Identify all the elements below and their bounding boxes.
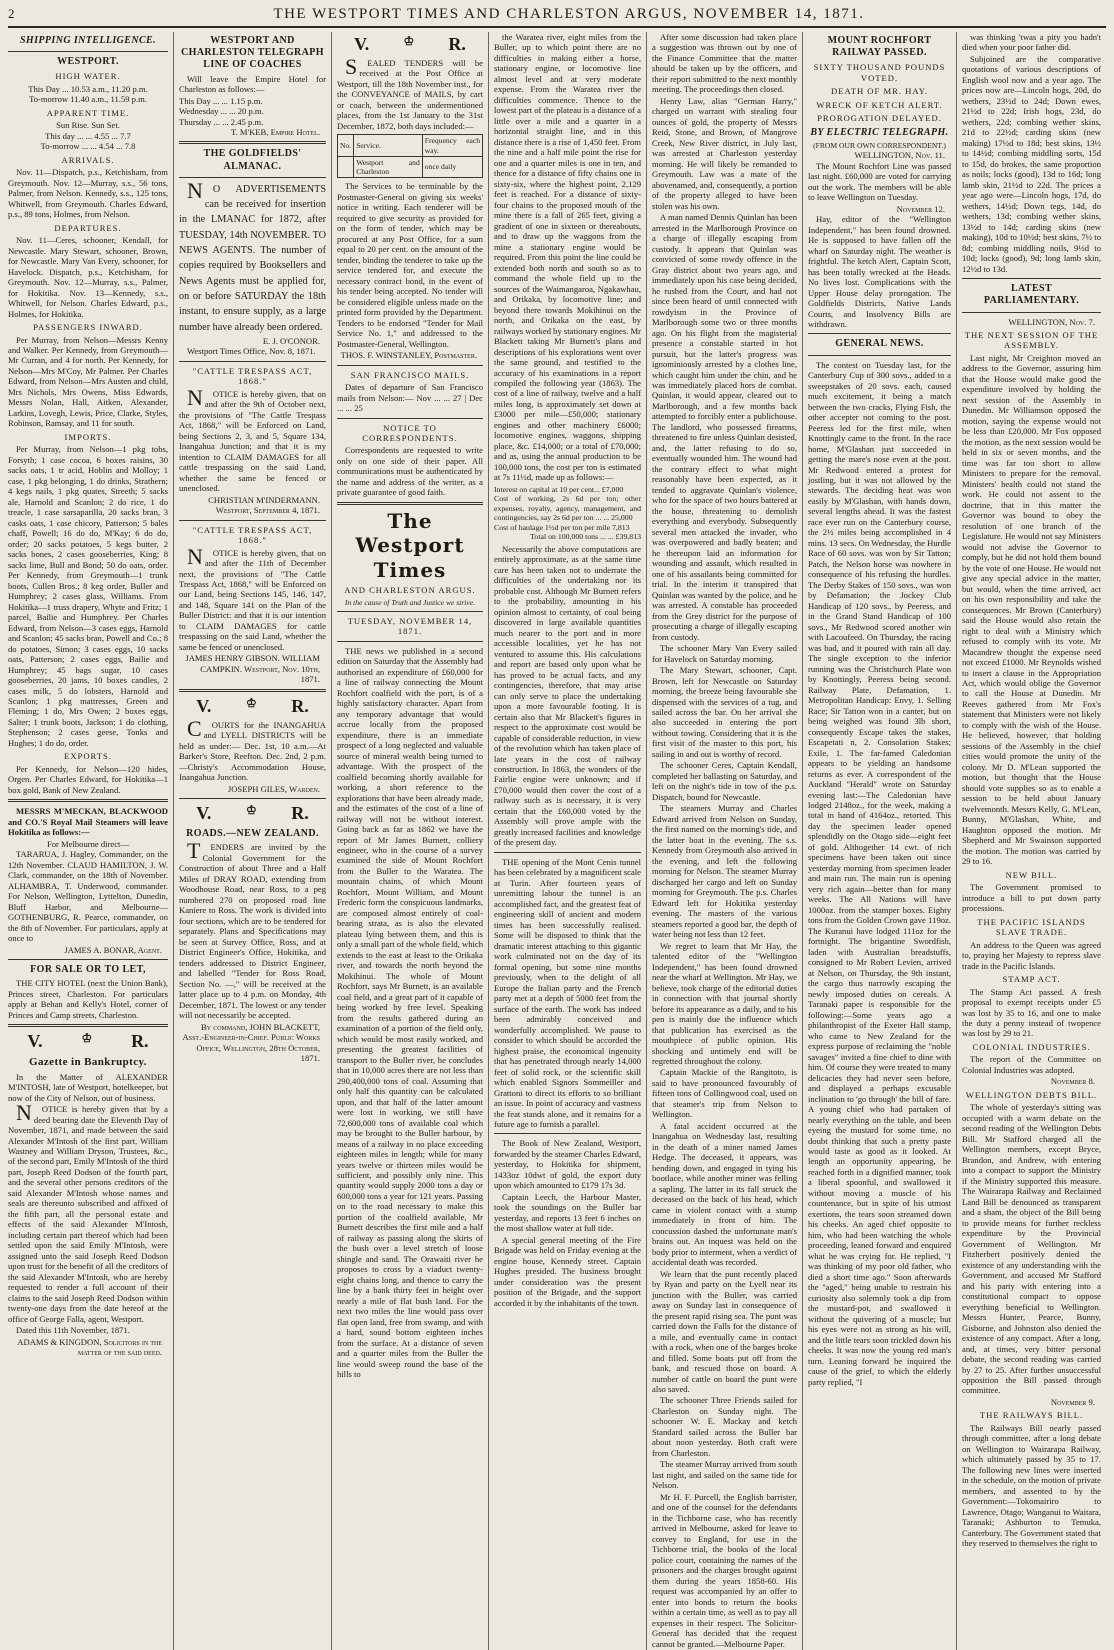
column-6: [802, 32, 956, 1650]
parliamentary-subheading: THE NEXT SESSION OF THE ASSEMBLY.: [964, 330, 1099, 351]
news-item: A fatal accident occurred at the Inangahua on Wednesday last, resulting in the death of a miner named James Hedge. The deceased, it appears, was bending down, and engaged in tying his bootlace, while another miner was felling a sapling. The latter in its fall struck the deceased on the back of his head, which came in violent contact with a stump immediately in front of him. The concussion dashed the unfortunate man's brains out. An inquest was held on the body prior to interment, when a verdict of accidental death was recorded.: [652, 1120, 797, 1268]
mckeckan-subheading: For Melbourne direct—: [46, 838, 130, 849]
parliamentary-subheading: STAMP ACT.: [1002, 974, 1061, 985]
telegraph-heading: DEATH OF MR. HAY.: [831, 86, 928, 97]
table-cell: [338, 156, 354, 178]
column-7: [956, 32, 1106, 1650]
table-cell: once daily: [422, 156, 482, 178]
column-3: [331, 32, 488, 1650]
royal-cipher: [337, 34, 483, 56]
crown-icon: ♔: [245, 803, 257, 818]
cattle-notice: NOTICE is hereby given, that on and after the 11th of December next, the provisions of "The Cattle Trespass Act, 1868," will be Enforced on our Land, being Sections 145, 146, 147, and 148, Square 141 on the Plan of the Buller District: and that it is our intention to CLAIM DAMAGES for cattle trespassing on the said Land, whether the same be fenced or unenclosed.: [179, 543, 326, 652]
cattle-notice: NOTICE is hereby given, that on and after the 9th of October next, the provisions of "The Cattle Trespass Act, 1868," will be Enforced on Land, being Sections 2, 3, and 5, Square 134, Inangahua Junction; and that it is my intention to CLAIM DAMAGES for all cattle trespassing on the said Land, whether the same be fenced or unenclosed.: [179, 384, 326, 494]
mont-cenis-article: THE opening of the Mont Cenis tunnel has been celebrated by a magnificent scale at Turin. After fourteen years of unremitting labour the tunnel is an accomplished fact, and the greatest feat of engineering skill of ancient and modern times has been successfully realised. Some will be disposed to think that the dramatic interest attaching to this gigantic work culminated not on the day of its formal opening, but some nine months previously, when to the delight of all Europe the Italian party and the French party met at a depth of 5000 feet from the surface of the earth. The work has indeed been admirably conceived and wonderfully accomplished. We pause to consider to which should be accorded the highest praise, the economical ingenuity that has penetrated through nearly 14,000 feet of solid rock, or the scientific skill which enabled Signors Sommeiller and Grattoni to direct its efforts to so brilliant an issue. In point of accuracy and vastness the feat stands alone, and it remains for a future age to furnish a parallel.: [494, 856, 641, 1129]
departures-heading: DEPARTURES.: [54, 222, 122, 233]
mail-signature: THOS. F. WINSTANLEY, Postmaster.: [340, 350, 477, 361]
news-item: After some discussion had taken place a suggestion was thrown out by one of the Finance Committee that the matter should be taken up by the officers, and their report submitted to the next monthly meeting. The proceedings then closed.: [652, 32, 797, 95]
coach-time: Wednesday ... ... 20 p.m.: [179, 106, 264, 117]
high-water-line: To-morrow 11.40 a.m., 11.59 p.m.: [29, 94, 147, 105]
cipher-letter: R.: [291, 695, 309, 716]
coach-signature: T. M'KEB, Empire Hotel.: [231, 126, 320, 137]
parliamentary-text: The Stamp Act passed. A fresh proposal to exempt receipts under £5 was lost by 35 to 16, and one to make the duty a penny instead of twopence was lost by 29 to 21.: [962, 986, 1101, 1039]
sun-line: This day ... ... 4.55 ... 7.7: [45, 130, 131, 141]
gazette-heading: Gazette in Bankruptcy.: [29, 1056, 147, 1069]
roads-heading: ROADS.—NEW ZEALAND.: [186, 828, 319, 840]
high-water-heading: HIGH WATER.: [55, 71, 121, 82]
news-item: We regret to learn that Mr Hay, the talented editor of the "Wellington Independent," has been found drowned near the wharf at Wellington. Mr Hay, we believe, took charge of the editorial duties in connection with that journal shortly before its appearance as a daily, and to his pen is mainly due the influence which that publication has exercised as the mouthpiece of public opinion. His shocking and untimely end will be regretted throughout the colony.: [652, 940, 797, 1066]
almanac-notice: NO ADVERTISEMENTS can be received for insertion in the LMANAC for 1872, after TUESDAY, 14th NOVEMBER. TO NEWS AGENTS. The number of copies required by Booksellers and News Agents must be applied for, on or before SATURDAY the 18th instant, to ensure supply, as a large number have already been ordered.: [179, 177, 326, 333]
sf-mails-heading: SAN FRANCISCO MAILS.: [350, 369, 470, 380]
forsale-heading: FOR SALE OR TO LET,: [30, 964, 146, 976]
parliamentary-subheading: THE PACIFIC ISLANDS SLAVE TRADE.: [977, 916, 1086, 938]
cipher-letter: V.: [354, 34, 370, 54]
parliamentary-text: The Railways Bill nearly passed through committee, after a long debate on Wellington to Wairarapa Railway, which ultimately passed by 35 to 17. The following new lines were inserted in the schedule, on the motion of private members, and assented to by the Government:—Tokomairiro to Lawrence, Otago; Wanganui to Waitara, Taranaki; Ashburton to Temuka, Canterbury. The Government stated that they reserved to themselves the right to: [962, 1422, 1101, 1549]
telegraph-heading: BY ELECTRIC TELEGRAPH.: [810, 126, 949, 138]
cipher-letter: V.: [27, 1031, 43, 1052]
apparent-time-heading: APPARENT TIME.: [46, 107, 130, 118]
cost-line: Interest on capital at 10 per cent... £7,000: [494, 484, 624, 494]
parliamentary-dateline: November 8.: [1050, 1076, 1095, 1087]
table-header: Frequency each way.: [422, 135, 482, 157]
news-item: The steamer Murray arrived from south last night, and sailed on the same tide for Nelson.: [652, 1459, 797, 1491]
cattle-heading: "CATTLE TRESPASS ACT, 1868.": [192, 365, 313, 387]
coach-heading: WESTPORT AND CHARLESTON TELEGRAPH LINE OF COACHES: [181, 35, 324, 71]
mckeckan-heading: MESSRS M'MECKAN, BLACKWOOD and CO.'S Royal Mail Steamers will leave Hokitika as follows:—: [8, 806, 168, 838]
table-header: Service.: [354, 135, 423, 157]
news-item: A special general meeting of the Fire Brigade was held on Friday evening at the engine house, Kennedy street. Captain Hughes presided. The business brought under consideration was the present position of the Brigade, and the support accorded it by the inhabitants of the town.: [494, 1234, 641, 1308]
passengers-heading: PASSENGERS INWARD.: [33, 322, 143, 333]
departures-text: Nov. 11—Ceres, schooner, Kendall, for Newcastle. Mary Stewart, schooner, Brown, for Newcastle. Mary Van Every, schooner, for Havelock. Dispatch, p.s., Ketchisham, for Greymouth. Nov. 12—Murray, s.s., Palmer, for Hokitika. Nov. 13—Kennedy, s.s., Whitwell, for Nelson. Charles Edward, p.s., Holmes, for Hokitika.: [8, 235, 168, 319]
sf-mails-text: Dates of departure of San Francisco mails from Nelson:— Nov ... ... 27 | Dec ... ... 25: [337, 382, 483, 414]
mckeckan-text: TARARUA, J. Hagley, Commander, on the 12th November. CLAUD HAMILTON, J. W. Clark, commander, on the 18th of November. ALHAMBRA, T. Underwood, commander. For Nelson, Wellington, Lyttelton, Dunedin, Bluff Harbor, and Melbourne— GOTHENBURG, R. Pearce, commander, on the 8th of November. For particulars, apply at once to: [8, 849, 168, 944]
imports-heading: IMPORTS.: [64, 431, 112, 442]
general-news-text: The contest on Tuesday last, for the Canterbury Cup of 300 sovs., added to a sweepstakes of 20 sovs. each, caused much excitement, it being a match between the two cracks, Flying Fish, the other accepter not coming to the post. Peeress led for the first mile, when Knottingly came to the front. In the race home, M'Glashan just succeeded in getting the mare's nose even at the post. Mr Redwood entered a protest for jostling, but it was not allowed by the stewards. The deciding heat was won easily by M'Glashan, with hands down, several lengths ahead. It was the fastest race ever run on the Canterbury course, the 2½ miles being accomplished in 4 mins. 13 secs. On Wednesday, the Hurdle Race of 60 sovs. was won by Sir Tatton; Patch, the Nelson horse was nowhere in consequence of his refusing the hurdles. The Derby Stakes of 150 sovs., was won by Defamation; the Jockey Club Handicap of 120 sovs., by Peeress, and in the Grand Stand Handicap of 100 sovs., Mr Redwood scored another win with Lacoufeed. On Thursday, the racing was bad, and it poured with rain all day. The single exception to the inferior running was the Christchurch Plate won by Knottingly, Peeress being second. Railway Plate, Defamation, 1. Metropolitan Handicap: Envy, 1. Selling Race; Sir Tatton won in a canter, but on being weighed was found 3lb short, consequently Escape takes the stakes, Escapetati n, 2. Consolation Stakes; Exile, 1. The far-famed Caledonian appears to be yielding an handsome returns as ever. A correspondent of the Auckland "Herald" wrote on Saturday evening last:—The Caledonian have lodged 2148oz., for the week, making a total in hand of 4164oz., retorted. This day the specimen leader opened splendidly on the Otago side—eight feet of gold. Althogether 14 cwt. of rich specimens have been taken out since yesterday morning from specimen leader and main run. The main run is opening very rich again—better than for many weeks. The All Nations will have 1000oz. from the stamper boxes. Eighty tons from the Golden Crown gave 119oz. The Kuranui have lodged 111oz for the fortnight. The brigantine Swordfish, laden with Australian breadstuffs, consigned to Mr Robert Levien, arrived at Nelson, on Thursday, the 9th instant, the cargo thus narrowly escaping the newly imposed duties on cereals. A Taranaki paper is responsible for the following:—Some years ago a philanthropist of the Exeter Hall stamp, who came to New Zealand for the express purpose of reclaiming the "noble savages" invited a fine chief to dine with him. Of course they were treated to many delicacies they had never seen before, and displayed a perhaps excusable inclination to 'go through' the bill of fare. A young chief who had partaken of nearly everything on the table, and been eyeing the mustard for some time, no doubt thinking that such a pretty paste would taste as good as it looked. At length an opportunity appearing, he reached forth in a dignified manner, took a liberal spoonful, and swallowed it without moving a muscle of his countenance, but in spite of his utmost exertions, the tears soon streamed down his cheeks. An aged chief opposite to him, who had been watching the whole proceeding, leaned forward and enquired what he was crying for. He replied, "I was thinking of my poor old father, who died a short time ago." Soon afterwards the "aged," being unable to restrain his curiosity also solemnly took a dip from the mustard-pot, and swallowed it without the quivering of a muscle; but his eyes were not as strong as his will, and the little tears soon trickled down his cheeks. It was now the young red man's turn. Leaning forward he inquired the cause of the grief, to which the elderly party replied, "I: [808, 359, 951, 1387]
cipher-letter: R.: [448, 34, 466, 54]
correspondents-text: Correspondents are requested to write only on one side of their paper. All communications must be authenticated by the name and address of the writer, as a private guarantee of good faith.: [337, 445, 483, 498]
almanac-date: Westport Times Office, Nov. 8, 1871.: [187, 346, 316, 357]
newspaper-title: THE WESTPORT TIMES AND CHARLESTON ARGUS, NOVEMBER 14, 1871.: [273, 6, 865, 22]
arrivals-text: Nov. 11—Dispatch, p.s., Ketchisham, from Greymouth. Nov. 12—Murray, s.s., 56 tons, Palmer, from Nelson. Kennedy, s.s., 125 tons, Whitwell, from Greymouth. Charles Edward, p.s., 89 tons, Holmes, from Nelson.: [8, 167, 168, 220]
exports-heading: EXPORTS.: [64, 751, 112, 762]
parliamentary-text: An address to the Queen was agreed to, praying her Majesty to repress slave trade in the Pacific Islands.: [962, 939, 1101, 971]
paper-nameplate: The Westport Times: [355, 508, 465, 582]
telegraph-heading: PROROGATION DELAYED.: [817, 113, 942, 124]
cipher-letter: R.: [291, 803, 309, 824]
exports-text: Per Kennedy, for Nelson—120 hides, Orgen. Per Charles Edward, for Hokitika—1 box gold, Bank of New Zealand.: [8, 763, 168, 795]
table-cell: Westport and Charleston: [354, 156, 423, 178]
mail-conditions: The Services to be terminable by the Postmaster-General on giving six weeks' notice in writing. Each tenderer will be required to give security as provided for on the form of tender, which may be procured at any Post Office, for a sum equal to 20 per cent. on the amount of the tender, binding the tenderer to take up the service tendered for, and execute the necessary contract bond, in the event of his tender being accepted. No tender will be considered eligible unless made on the printed form provided by the Department. Tenders to be endorsed "Tender for Mail Service No. 1," and addressed to the Postmaster-General, Wellington.: [337, 181, 483, 349]
telegraph-source: (FROM OUR OWN CORRESPONDENT.): [813, 140, 946, 150]
coach-time: Thursday ... ... 2.45 p.m.: [179, 116, 264, 127]
columns: [8, 32, 1106, 1649]
bonar-signature: JAMES A. BONAR, Agent.: [64, 944, 162, 955]
correspondents-heading: NOTICE TO CORRESPONDENTS.: [362, 422, 458, 443]
roads-notice: TENDERS are invited by the Colonial Government for the Construction of about Three and a Half Miles of DRAY ROAD, extending from Woodhouse Road, near Ross, to a peg numbered 270 on proposed road line Kaniere to Ross. The work is divided into four sections, which are to be tendered for separately. Plans and Specifications may be seen at Survey Office, Ross, and at District Engineer's Office, Hokitika, and tenders addressed to District Engineer, and labelled "Tender for Ross Road, Section No. —," will be received at the latter place up to 4 p.m. on Monday, 4th December, 1871. The lowest or any tender will not necessarily be accepted.: [179, 838, 326, 1021]
parliamentary-subheading: WELLINGTON DEBTS BILL.: [965, 1089, 1098, 1100]
telegraph-heading: WRECK OF KETCH ALERT.: [816, 99, 943, 110]
cipher-letter: R.: [131, 1031, 149, 1052]
cattle-heading: "CATTLE TRESPASS ACT, 1868.": [192, 524, 313, 546]
leader-continued: the Waratea river, eight miles from the Buller, up to which point there are no difficulties in making either a horse, stationary engine, or locomotive line almost level and at very moderate expense. From the Waratea river the difficulties commence. Thence to the lowest part of the plateau is a distance of a little over a mile and a quarter in a horizontal straight line, and in this distance there is a rise of 1,450 feet. From the nine and a half mile point the rise for one and a quarter miles is one in ten, and thence for a distance of fifty chains one in sixty-six, where the highest point, 2,129 feet is reached. For a distance of sixty-four chains to the proposed mouth of the mine there is a fall of 265 feet, giving a gradient of one in sixteen or thereabouts, and to draw up the waggons from the mine a stationary engine would be required. From this point the line could be extended both north and south so as to command the whole field up to the sources of the Waimangaroa, Ngakawhau, and Orikaka, by locomotive line; and beyond there towards Mokihinui on the north, and Orikaka on the east, by railways worked by stationary engines. Mr Blackett taking Mr Burnett's plans and descriptions of his explorations went over the same ground, and testified to the accuracy of his examinations in a report compiled the following year (1863). The cost of a line of railway, twelve and a half miles long, is approximately set down at £3000 per mile—£50,000; stationary engines and other machinery £6000; locomotive engines, waggons, shipping place, &c. £14,000; or a total of £70,000; and as, using the annual production to be 100,000 tons, the cost per ton is estimated at 7s 11½d, made up as follows:—: [494, 32, 642, 483]
cipher-letter: V.: [196, 803, 212, 824]
news-item: Captain Leech, the Harbour Master, took the soundings on the Buller bar yesterday, and reports 13 feet 6 inches on the most shallow water at full tide.: [494, 1191, 641, 1234]
royal-cipher: [179, 803, 326, 825]
bankruptcy-notice: NOTICE is hereby given that by a deed bearing date the Eleventh Day of November, 1871, and made between the said Alexander M'Intosh of the first part, William Wastney and William Dryson, Trustees, &c., of the second part, Emily M'Intosh of the third part, Joseph Reed Dodson of the fourth part, and the several other persons creditors of the said Alexander M'Intosh whose names and seals are thereunto subscribed and affixed of the fifth part, all the personal estate and effects of the said Alexander M'Intosh, including certain part thereof which had been settled upon the said Emily M'Intosh, were assigned unto the said Joseph Reed Dodson upon trust for the benefit of all the creditors of the said Alexander M'Intosh, who are hereby requested to render a full account of their claims to the said Joseph Reed Dodson within twenty-one days from the date hereof at the office of George Falla, agent, Westport.: [8, 1100, 168, 1324]
wool-prices: Subjoined are the comparative quotations of various descriptions of English wool now and a year ago. The prices now are—Lincoln hogs, 20d, do wethers, 23½d to 24d; Down ewes, 21½d to 22d; Irish hogs, 23d, do wethers, 22d; combing wether skins, 21d to 22½d; carding skins (new making) 17½d to 18d; best skins, 13½ to 14½d; combing middling sorts, 15d to 15d, do brokes, the same proportion as noils; locks (good), 13d to 16d; long lamb skin, 21½d to 22d. The prices a year ago were—Lincoln hogs, 17d, do wethers, 14½d; Down tegs, 14d, do wethers, 13d; combing wether skins, 13½d to 14d; carding skins (new making), 10d to 10½d; best skins, 7½ to 8d; combing middling noils, 9½d to 10d; locks (good), 9d; long lamb skin, 12½d to 13d.: [962, 53, 1101, 274]
news-item: A man named Dennis Quinlan has been arrested in the Marlborough Province on a charge of illegally escaping from custody. It appears that Quinlan was convicted of some rowdy offence in the Gray district about two years ago, and immediately upon his case being decided, he rushed from the Court, and had not since been heard of until connected with rowdyism in the Province of Marlborough some two or three months ago. On his flight from the magisterial presence a constable started in hot pursuit, but the latter's progress was ignominiously arrested by a clothes line, which caught him under the chin, and he was immediately placed hors de combat. Quinlan, it would appear, cleared out to Marlborough, and a few months back attempted to forcibly enter a publichouse. The landlord, who possessed firearms, threatened to fire unless Quinlan desisted, and, the latter refusing to do so, eventually wounded him. The wound had the contrary effect to what might reasonably have been expected, as it tended to aggravate Quinlan's violence, who for the space of two hours battered at the house, threatening to demolish everything and everybody. Subsequently several men attacked the invader, who was overpowered and badly beaten; and he thereupon laid an information for wounding and assault, which resulted in one of his assailants being committed for trial. In the interim it transpired that Quinlan was wanted by the police, and he was arrested. A constable has proceeded from the Grey district for the purpose of prosecuting a charge of illegally escaping from custody.: [652, 212, 797, 642]
cost-table: [494, 485, 641, 542]
forsale-text: THE CITY HOTEL (next the Union Bank), Princes street, Charleston. For particulars apply at Behan and Kelly's Hotel, corner of Princes and Camp streets, Charleston.: [8, 978, 168, 1020]
cost-total: Total on 100,000 tons ... ... £39,813: [530, 532, 641, 542]
news-item: Mr H. F. Purcell, the English barrister, and one of the counsel for the defendants in the Tichborne case, who has recently arrived in Melbourne, asked for leave to convey to England, for use in the Tichborne trial, the books of the local police court, containing the names of the prisoners and the charges brought against them during the years 1858-60. His request was accompanied by an offer to enter into bonds to return the books within a certain time, as well as to pay all expenses in their respect. The Solicitor-General has decided that the request cannot be granted.—Melbourne Paper.: [652, 1491, 797, 1649]
cattle-signature: CHRISTIAN M'INDERMANN. Westport, September 4, 1871.: [208, 494, 320, 516]
parliamentary-subheading: THE RAILWAYS BILL.: [979, 1410, 1084, 1421]
parliamentary-text: The Government promised to introduce a bill to put down party processions.: [962, 882, 1101, 914]
paper-subtitle: AND CHARLESTON ARGUS.: [344, 585, 476, 596]
cost-line: Cost of haulage 1½d per ton per mile 7,813: [494, 522, 630, 532]
roads-signature: By command, JOHN BLACKETT, Asst.-Engineer-in-Chief. Public Works Office, Wellington, 28th October, 1871.: [182, 1021, 320, 1063]
news-item: was thinking 'twas a pity you hadn't died when your poor father did.: [962, 32, 1101, 53]
column-4: [488, 32, 646, 1650]
column-1: [8, 32, 173, 1650]
news-item: Captain Mackie of the Rangitoto, is said to have pronounced favourably of fifteen tons of Collingwood coal, used on that steamer's trip from Nelson to Wellington.: [652, 1067, 797, 1120]
bankruptcy-signature: ADAMS & KINGDON, Solicitors in the matter of the said deed.: [17, 1336, 162, 1358]
telegraph-text: Hay, editor of the "Wellington Independent," has been found drowned. He is supposed to have fallen off the wharf on Saturday night. The weather is frightful. The ketch Alert, Captain Scott, has been totally wrecked at the Heads. No lives lost. Complications with the Upper House delay prorogation. The Goldfields Districts, Native Lands Courts, and Insolvency Bills are withdrawn.: [808, 214, 951, 329]
bankruptcy-intro: In the Matter of ALEXANDER M'INTOSH, late of Westport, hotelkeeper, but now of the City of Nelson, out of business.: [8, 1071, 168, 1103]
sun-heading: Sun Rise. Sun Set.: [56, 120, 120, 131]
news-item: Henry Law, alias "German Harry," charged on warrant with stealing four ounces of gold, the property of Messrs Reid, Stone, and Brown, of Mangrove Creek, New River district, in July last, was arrested at Charleston yesterday morning. He will likely be remanded to Greymouth. Law was a mate of the abovenamed, and, consequently, a portion of the property alleged to have been stolen was his own.: [652, 95, 797, 211]
telegraph-text: The Mount Rochfort Line was passed last night. £60,000 are voted for carrying out the work. The members will be able to leave Wellington on Tuesday.: [808, 160, 951, 203]
news-item: The schooner Three Friends sailed for Charleston on Sunday night. The schooner W. E. Mackay and ketch Standard sailed across the Buller bar about noon yesterday. Both craft were from Charleston.: [652, 1395, 797, 1458]
parliamentary-text: The report of the Committee on Colonial Industries was adopted.: [962, 1054, 1101, 1075]
parliamentary-subheading: NEW BILL.: [1005, 869, 1058, 880]
coach-time: This Day ... ... 1.15 p.m.: [179, 95, 263, 106]
masthead: [8, 6, 1106, 28]
courts-notice: COURTS for the INANGAHUA and LYELL DISTRICTS will be held as under:— Dec. 1st, 10 a.m.—At Barker's Store, Reefton. Dec. 2nd, 2 p.m.—Christy's Accommodation House, Inangahua Junction.: [179, 715, 326, 783]
column-5: [646, 32, 802, 1650]
telegraph-dateline: November 12.: [896, 203, 945, 214]
page-number: 2: [8, 6, 15, 21]
passengers-text: Per Murray, from Nelson—Messrs Kenny and Walker. Per Kennedy, from Greymouth—Mr Curran, and 4 for north. Per Kennedy, for Nelson—Mrs M'Coy, Mr Palmer. Per Charles Edward, from Nelson—Mrs Austen and child, Mrs Nichols, Mrs Owens, Miss Edwards, Messrs Nolan, Hall, Aitken, Alexander, Larkins, Lovegh, Lewis, Price, Clarke, Styles, Robinson, Ramsay, and 11 for south.: [8, 334, 168, 429]
sun-line: To-morrow ... ... 4.54 ... 7.8: [40, 141, 136, 152]
shipping-heading: SHIPPING INTELLIGENCE.: [19, 35, 157, 46]
high-water-line: This Day ... 10.53 a.m., 11.20 p.m.: [28, 83, 148, 94]
general-news-heading: GENERAL NEWS.: [835, 338, 924, 350]
news-item: The Book of New Zealand, Westport, forwarded by the steamer Charles Edward, yesterday, to Hokitika for shipment, 1433oz 10dwt of gold, the export duty upon which amounted to £179 17s 3d.: [494, 1138, 641, 1191]
issue-date: TUESDAY, NOVEMBER 14, 1871.: [347, 615, 473, 637]
crown-icon: ♔: [245, 695, 257, 710]
mail-tenders: SEALED TENDERS will be received at the Post Office at Westport, till the 18th November inst., for the CONVEYANCE of MAILS, by cart or coach, between the undermentioned places, from the 1st January to the 31st December, 1872, both days included:—: [337, 53, 483, 131]
leader-continued: Necessarily the above computations are entirely approximate, as at the same time care has been taken not to underrate the difficulties of the undertaking nor its probable cost. Although Mr Burnett refers to the probability, amounting in his opinion almost to certainty, of coal being discovered in large available quantities much nearer to the port and in more accessible localities, yet he has not ventured to assume this. His calculations and report are based only upon what he has proved to be actual facts, and any contingencies, therefore, that may arise can only serve to place the undertaking upon a more favourable footing. It is certain also that Mr Blackett's figures in respect to the approximate cost would be capable of considerable reduction, in view of the revolution which has taken place of late years in the cost of railway construction. In 1863, the wonders of the Fairlie engine were unknown; and if £70,000 would then cover the cost of a railway such as is necessary, it is very certain that the £60,000 voted by the Assembly will prove ample with the greatly increased facilities and knowledge of the present day.: [494, 543, 641, 848]
place-heading: WESTPORT.: [57, 56, 119, 68]
paper-motto: In the cause of Truth and Justice we strive.: [344, 597, 476, 607]
mail-service-table: [337, 134, 483, 178]
bankruptcy-date: Dated this 11th November, 1871.: [16, 1325, 130, 1336]
cattle-signature: JAMES HENRY GIBSON. WILLIAM CAMPKIN. Westport, Nov. 10th, 1871.: [185, 653, 320, 685]
parliamentary-dateline: November 9.: [1050, 1396, 1095, 1407]
parliamentary-heading: LATEST PARLIAMENTARY.: [983, 283, 1080, 307]
parliamentary-subheading: COLONIAL INDUSTRIES.: [972, 1041, 1091, 1052]
courts-signature: JOSEPH GILES, Warden.: [227, 783, 320, 794]
crown-icon: ♔: [81, 1031, 93, 1046]
imports-text: Per Murray, from Nelson—1 pkg tobs, Forsyth; 1 case cocoa, 6 boxes raisins, 30 sacks oats, 1 tr acid, Hoblin and Molloy; 1 case, 1 pkg belonging, 1 do drinks, Strathern; 4 kegs nails, 1 pkg quates, Streeth; 5 sacks ale, Harnold and Scanlon; 2 do rice, 1 do treacle, 1 case sarsaparilla, 20 sacks bran, 3 casks oats, 1 case chicory, Patterson; 5 bales chaff, Powell; 16 do do, M'Kay; 6 do do, order; 20 sacks potatoes, 5 kegs butter, 2 sacks bones, 2 cases gooseberries, King; 8 sacks lime, Bull and Bond; 50 do oats, order. Per Kennedy, from Greymouth—1 trunk boots, Cullen Bros.; 8 keg order, Buller and Humphrey; 2 cases glass, Williams. From Hokitika—1 truss drapery, Whyte and Fritz; 1 parcel, Bailie and Humphrey. Per Charles Edward, from Nelson—3 cases eggs, Harnold and Scanlon; 45 sacks bran, Powell and Co.; 8 do potatoes, Simon; 3 cases eggs, 10 sacks oats, Patterson; 2 cases eggs, Bailie and Humphrey; 45 bags sugar, 10 cases gooseberries, 20 jams, 10 boxes candles, 2 cases milk, 5 do lobsters, Harnold and Scanlon; 1 pkg mattresses, Green and Fleming; 1 do, Mrs Owen; 2 boxes eggs, Salter; 1 trunk boots, Jackson; 1 do clothing, Stephenson; 2 cases geese, Tonks and Hughes; 1 do do, order.: [8, 444, 168, 748]
arrivals-heading: ARRIVALS.: [61, 154, 115, 165]
leader-article: THE news we published in a second edition on Saturday that the Assembly had authorised an expenditure of £60,000 for a line of railway connecting the Mount Rochfort coalfield with the port, is of a highly satisfactory character. Apart from any temporary advantage that would accrue locally from the proposed expenditure, there is an immediate prospect of a long neglected and valuable source of mineral wealth being turned to advantage. With the prospect of the coalfield becoming shortly available for working, a short reference to the explorations that have been already made, and the estimates of the cost of a line of railway will not be without interest. Going back as far as 1862 we have the report of Mr James Burnett, colliery engineer, who in the course of a survey examined the side of Mount Rochfort from the Buller to the Waratea. The mountain chains, of which Mount Rochfort, Mount William, and Mount Frederic form the conspicuous landmarks, are composed almost entirely of coal-bearing strata, as is also the elevated plateau lying between them, and this is only a small part of the whole field, which extends to the east at least to the Orikaka river, and towards the north beyond the Mokihinui. The whole of Mount Rochfort, says Mr Burnett, is an available coal field, and a great part of it capable of being worked by free level. Speaking from the results gathered during an examination of a portion of the field only, which would be most easily worked, and presenting the greatest facilities of transport to the Buller river, he concludes that in 10,000 acres there are not less than 290,400,000 tons of coal. Assuming that only half this quantity can be calculated upon, and that half of the latter amount were lost in working, we still have 72,600,000 tons of available coal which may be brought to the Buller harbour, by means of a railway in no place exceeding eighteen miles in length; while for many years twelve or thirteen miles would be sufficient, and possibly only nine. This quantity would supply 2000 tons a day or 600,000 tons a year for 121 years. Passing on to the road necessary to make this portion of the coalfield available, Mr Burnett describes the first mile and a half of railway as passing along the skirts of the bush over a level stretch of loose shingle and sand. The Orawaiti river he proposes to cross by a viaduct twenty-eight chains long, and thence to carry the line by a bank thirty feet in height over nearly a mile of flat bush land. For the next two miles the line would pass over flat open land, free from swamp, and with a hard, sound bottom eighteen inches from the surface. At a distance of seven and a quarter miles from the Buller the line would sweep round the base of the hills to: [337, 645, 483, 1380]
crown-icon: ♔: [403, 34, 415, 48]
parliamentary-dateline: WELLINGTON, Nov. 7.: [1008, 316, 1095, 327]
parliamentary-text: The whole of yesterday's sitting was occupied with a warm debate on the second reading of the Wellington Debts Bill. Mr Stafford charged all the Wellington members, except Bryce, Brandon, and Andrew, with entering into a compact to support the Ministry if the Ministry supported this measure. The Wairarapa Railway and Reclaimed Land Bill be denounced as transparent and a sham, the object of the Bill being to provide means for further reckless expenditure by the Provincial Government of Wellington. Mr Fitzherbert positively denied the existence of any understanding with the Government, and accused Mr Stafford and his party with entering into a constitutional compact to oppose everything beneficial to Wellington. Messrs Hunter, Pearce, Bunny, Gisborne, and Johnston also denied the existence of any compact. After a long, and, at times, very bitter personal debate, the second reading was carried by 27 to 25. After further unsuccessful opposition the Bill passed through committee.: [962, 1102, 1101, 1396]
telegraph-dateline: WELLINGTON, Nov. 11.: [854, 150, 945, 161]
news-item: The steamers Murray and Charles Edward arrived from Nelson on Sunday, the first named on the morning's tide, and the latter boat in the evening. The s.s. Kennedy from Greymouth also arrived in the evening, and left the following morning for Nelson. The steamer Murray discharged her cargo and left on Sunday morning for Greymouth. The p.s. Charles Edward left for Hokitika yesterday evening. The masters of the various steamers reported a good bar, the depth of water being not less than 12 feet.: [652, 803, 797, 940]
column-2: [173, 32, 331, 1650]
coach-intro: Will leave the Empire Hotel for Charleston as follows:—: [179, 73, 326, 95]
news-item: The Mary Stewart, schooner, Capt. Brown, left for Newcastle on Saturday morning, the breeze being favourable she dispensed with the services of a tug, and sailed across the bar. On her arrival she also succeeded in entering the port without towing. Considering that it is the first visit of the master to this port, his sailing in and out is worthy of record.: [652, 665, 797, 759]
telegraph-heading: SIXTY THOUSAND POUNDS VOTED.: [813, 62, 946, 83]
parliamentary-text: Last night, Mr Creighton moved an address to the Governor, assuring him that the House would make good the expenditure involved by holding the next session of the Assembly in Dunedin. Mr Williamson opposed the motion, saying the expense would not be less than £20,000. Mr Fox opposed the motion, as the next session would be held in six or seven months, and the time was far too short to allow Ministers to prepare for the removal. Ministers' health could not stand the work. He could not assent to the doctrine, that in this matter the Governor was bound to obey the resolution of one branch of the Legislature. He would not say Ministers would not advise the Governor to comply, but he did not hold them bound by the vote of one House. He would not give any special advice in the matter, but would, when the time arrived, act on his own responsibility and take the consequences. Mr Brown (Canterbury) said the House would also retain the right to deal with a Ministry which refused to comply with its vote. Mr Macandrew thought the expense need not exceed £1000. Mr Reynolds wished to insert a clause in the Appropriation Act, which would oblige the Governor to call the House at Dunedin. Mr Reeves gathered from Mr Fox's statement that Ministers were not likely to comply with the wish of the House. He believed, however, that holding sessions of the Assembly in the chief cities would promote the unity of the colony. Mr D. M'Lean supported the motion, but thought that the House should vote supplies so as to enable a session to be held about January twelvemonth. Messrs Kelly, G. M'Lean, Bunny, M'Glashan, White, and Haughton opposed the motion. Mr Shepherd and Mr Swainson supported the motion. The motion was carried by 29 to 16.: [962, 352, 1101, 867]
royal-cipher: [179, 696, 326, 718]
cipher-letter: V.: [196, 695, 212, 716]
table-row: [338, 156, 483, 178]
news-item: We learn that the punt recently placed by Ryan and party on the Lyell near its junction with the Buller, was carried away on Sunday last in consequence of the present rapid rising sea. The punt was carried down the Falls for the distance of a mile, and eventually came in contact with a rock, when one of the barges broke and filled. Some boats put off from the bank, and rescued those on board. A number of cattle on board the punt were also saved.: [652, 1268, 797, 1394]
cost-line: Cost of working, 2s 6d per ton; other expenses, royalty, agency, management, and contingencies, say 2s 6d per ton ... ... 25,000: [494, 494, 641, 523]
table-header: No.: [338, 135, 354, 157]
news-item: The schooner Ceres, Captain Kendall, completed her ballasting on Saturday, and left on the night's tide in tow of the p.s. Dispatch, bound for Newcastle.: [652, 760, 797, 802]
almanac-signature: E. J. O'CONOR.: [262, 335, 320, 346]
news-item: The schooner Mary Van Every sailed for Havelock on Saturday morning.: [652, 643, 797, 664]
royal-cipher: [8, 1031, 168, 1053]
almanac-heading: THE GOLDFIELDS' ALMANAC.: [203, 148, 302, 172]
telegraph-heading: MOUNT ROCHFORT RAILWAY PASSED.: [827, 35, 932, 59]
